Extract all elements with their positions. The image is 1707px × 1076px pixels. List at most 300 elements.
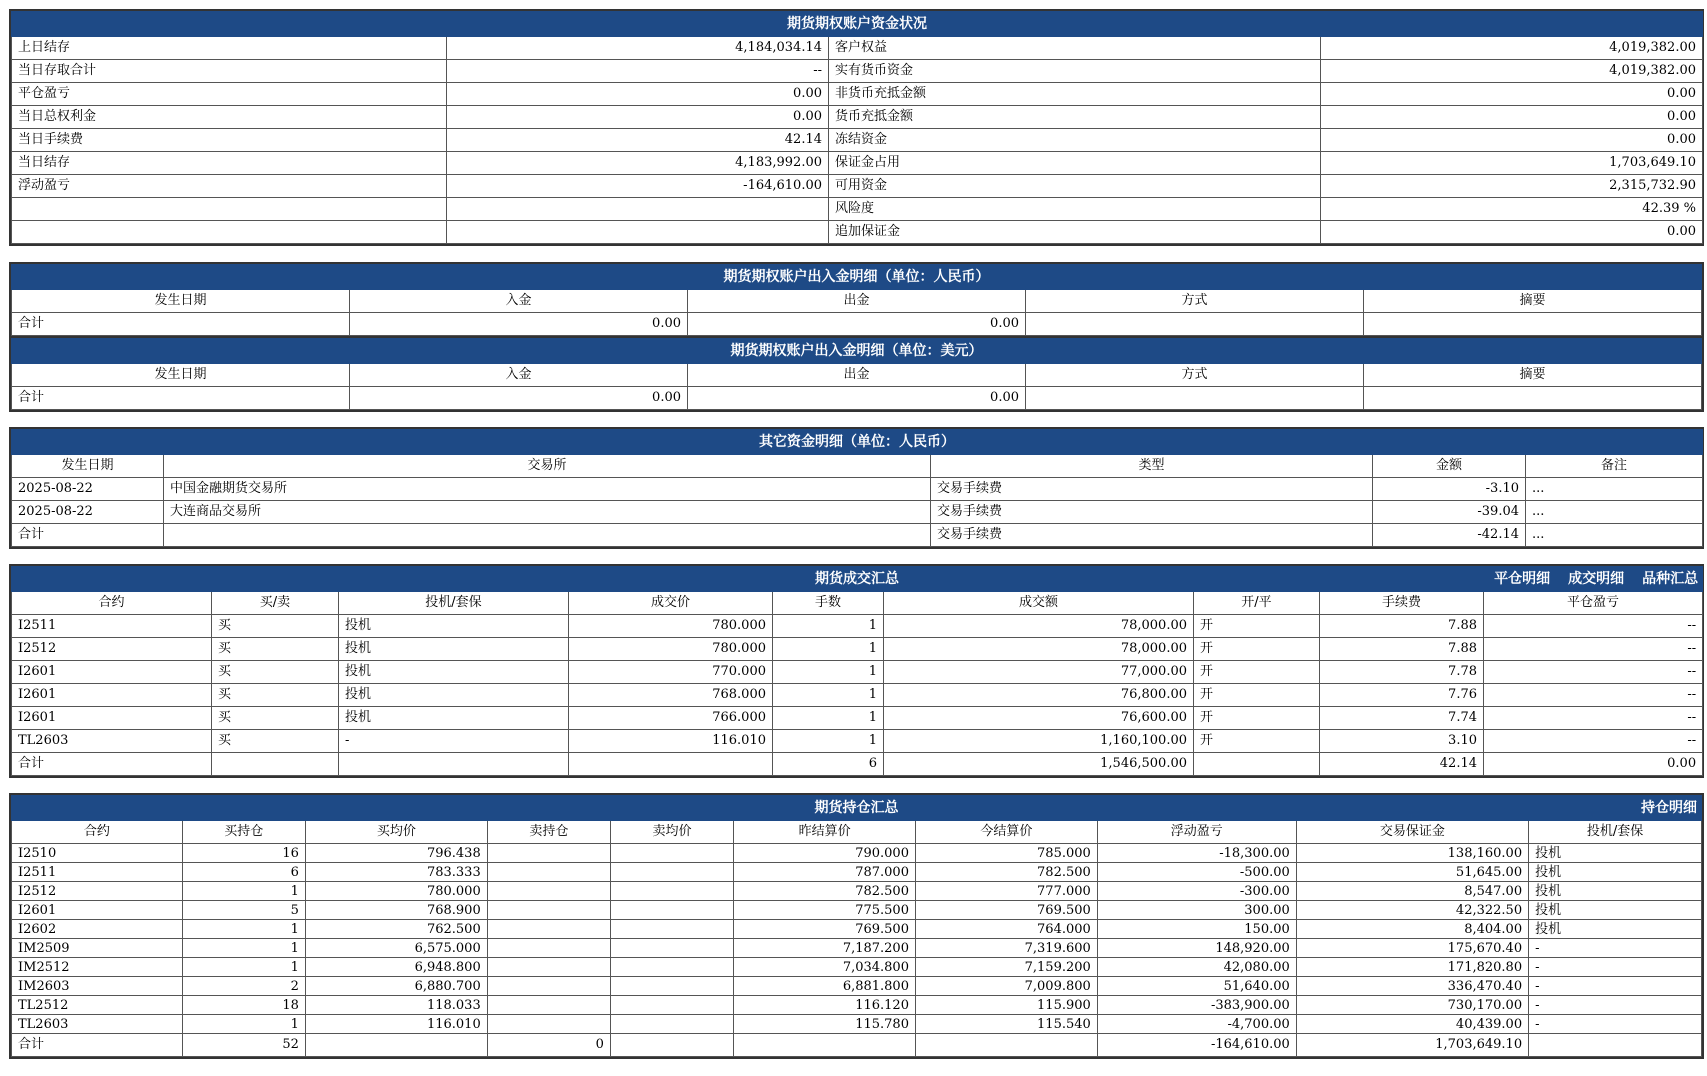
table-cell: 787.000 — [734, 863, 916, 882]
table-cell: 300.00 — [1097, 901, 1296, 920]
table-cell: 1,160,100.00 — [884, 730, 1194, 753]
header-link[interactable]: 成交明细 — [1568, 571, 1625, 587]
table-cell — [487, 844, 610, 863]
column-header: 出金 — [688, 290, 1026, 313]
table-cell: -39.04 — [1373, 501, 1526, 524]
table-cell: IM2509 — [12, 939, 183, 958]
table-cell: 2025-08-22 — [12, 501, 164, 524]
table-cell: 合计 — [12, 753, 212, 776]
table-cell: IM2603 — [12, 977, 183, 996]
table-cell: -- — [1484, 684, 1703, 707]
table-cell: 115.540 — [915, 1015, 1097, 1034]
table-cell: 1 — [773, 638, 884, 661]
trade-row — [12, 638, 1703, 661]
table-cell: 开 — [1194, 684, 1320, 707]
summary-label — [12, 221, 447, 244]
column-header: 手数 — [773, 592, 884, 615]
summary-label: 当日手续费 — [12, 129, 447, 152]
table-cell: 买 — [212, 707, 339, 730]
positions-total-row — [12, 1034, 1702, 1057]
table-cell: 6 — [182, 863, 305, 882]
table-cell: 0.00 — [1484, 753, 1703, 776]
table-cell: -3.10 — [1373, 478, 1526, 501]
table-cell: -- — [1484, 615, 1703, 638]
column-header: 买均价 — [305, 821, 487, 844]
position-row — [12, 882, 1702, 901]
table-cell: 开 — [1194, 730, 1320, 753]
column-header: 金额 — [1373, 455, 1526, 478]
table-cell: 1 — [182, 882, 305, 901]
table-cell: 78,000.00 — [884, 638, 1194, 661]
summary-value: 0.00 — [1321, 129, 1703, 152]
table-cell — [1194, 753, 1320, 776]
summary-value: 42.39 % — [1321, 198, 1703, 221]
table-cell: 7.78 — [1320, 661, 1484, 684]
summary-value: 0.00 — [1321, 106, 1703, 129]
table-cell: 交易手续费 — [931, 524, 1373, 547]
table-cell: 投机 — [1529, 920, 1702, 939]
table-cell — [915, 1034, 1097, 1057]
table-cell — [610, 958, 733, 977]
table-cell: -300.00 — [1097, 882, 1296, 901]
summary-label: 客户权益 — [829, 37, 1321, 60]
table-cell — [212, 753, 339, 776]
column-header: 买持仓 — [182, 821, 305, 844]
other-funds-section — [9, 427, 1704, 549]
table-cell: I2601 — [12, 684, 212, 707]
table-cell: 2 — [182, 977, 305, 996]
summary-row — [12, 37, 1703, 60]
usd-flow-title: 期货期权账户出入金明细（单位：美元） — [12, 339, 1702, 364]
table-cell — [610, 882, 733, 901]
table-cell: - — [1529, 958, 1702, 977]
summary-row — [12, 83, 1703, 106]
table-cell: 5 — [182, 901, 305, 920]
table-cell: ... — [1526, 524, 1703, 547]
table-cell: 7,319.600 — [915, 939, 1097, 958]
column-header: 平仓盈亏 — [1484, 592, 1703, 615]
column-header: 发生日期 — [12, 364, 350, 387]
column-header-row — [12, 592, 1703, 615]
summary-row — [12, 175, 1703, 198]
table-cell: 开 — [1194, 707, 1320, 730]
summary-label: 冻结资金 — [829, 129, 1321, 152]
table-cell: 0 — [487, 1034, 610, 1057]
summary-label: 非货币充抵金额 — [829, 83, 1321, 106]
summary-label: 货币充抵金额 — [829, 106, 1321, 129]
positions-section — [9, 793, 1704, 1059]
table-cell: 115.780 — [734, 1015, 916, 1034]
column-header: 浮动盈亏 — [1097, 821, 1296, 844]
positions-links — [1623, 798, 1697, 818]
table-cell: 336,470.40 — [1296, 977, 1528, 996]
table-cell: I2601 — [12, 661, 212, 684]
summary-value: 4,019,382.00 — [1321, 37, 1703, 60]
column-header-row — [12, 455, 1703, 478]
table-cell: I2511 — [12, 863, 183, 882]
table-cell: 开 — [1194, 661, 1320, 684]
total-in: 0.00 — [350, 313, 688, 336]
table-cell: 780.000 — [569, 638, 773, 661]
table-cell — [487, 882, 610, 901]
column-header: 开/平 — [1194, 592, 1320, 615]
summary-value: -164,610.00 — [447, 175, 829, 198]
cny-flow-title: 期货期权账户出入金明细（单位：人民币） — [12, 265, 1702, 290]
header-link[interactable]: 持仓明细 — [1641, 800, 1697, 816]
table-cell — [610, 977, 733, 996]
summary-label: 当日总权利金 — [12, 106, 447, 129]
table-cell: 40,439.00 — [1296, 1015, 1528, 1034]
table-cell: 投机 — [1529, 882, 1702, 901]
table-cell: -- — [1484, 638, 1703, 661]
column-header: 摘要 — [1364, 364, 1702, 387]
column-header: 出金 — [688, 364, 1026, 387]
table-cell: 大连商品交易所 — [164, 501, 931, 524]
table-cell: 115.900 — [915, 996, 1097, 1015]
table-cell — [487, 996, 610, 1015]
column-header: 手续费 — [1320, 592, 1484, 615]
table-cell: 769.500 — [915, 901, 1097, 920]
column-header: 投机/套保 — [339, 592, 569, 615]
table-cell: 7.88 — [1320, 638, 1484, 661]
header-link[interactable]: 品种汇总 — [1642, 571, 1699, 587]
column-header-row — [12, 290, 1702, 313]
total-label: 合计 — [12, 313, 350, 336]
table-cell: 买 — [212, 684, 339, 707]
table-cell: TL2603 — [12, 1015, 183, 1034]
table-cell: -- — [1484, 730, 1703, 753]
position-row — [12, 863, 1702, 882]
table-cell: 148,920.00 — [1097, 939, 1296, 958]
table-cell: ... — [1526, 478, 1703, 501]
table-cell: 42,322.50 — [1296, 901, 1528, 920]
table-cell: 790.000 — [734, 844, 916, 863]
summary-label — [12, 198, 447, 221]
summary-row — [12, 129, 1703, 152]
table-cell: 2025-08-22 — [12, 478, 164, 501]
table-cell: 投机 — [1529, 863, 1702, 882]
table-cell: 1 — [182, 939, 305, 958]
table-cell: - — [1529, 939, 1702, 958]
table-cell: 3.10 — [1320, 730, 1484, 753]
summary-row — [12, 221, 1703, 244]
table-cell: 116.120 — [734, 996, 916, 1015]
table-cell: 投机 — [339, 661, 569, 684]
summary-value — [447, 221, 829, 244]
table-cell: 785.000 — [915, 844, 1097, 863]
account-summary-section — [9, 9, 1704, 246]
table-cell — [610, 844, 733, 863]
other-funds-row — [12, 478, 1703, 501]
table-cell — [487, 958, 610, 977]
column-header: 入金 — [350, 290, 688, 313]
cny-flow-total-row — [12, 313, 1702, 336]
column-header: 卖均价 — [610, 821, 733, 844]
table-cell: 18 — [182, 996, 305, 1015]
table-cell: 796.438 — [305, 844, 487, 863]
position-row — [12, 920, 1702, 939]
table-cell — [487, 1015, 610, 1034]
summary-value: 0.00 — [1321, 221, 1703, 244]
table-cell: 51,645.00 — [1296, 863, 1528, 882]
table-cell: 中国金融期货交易所 — [164, 478, 931, 501]
total-out: 0.00 — [688, 313, 1026, 336]
summary-value: 4,183,992.00 — [447, 152, 829, 175]
column-header: 成交额 — [884, 592, 1194, 615]
position-row — [12, 996, 1702, 1015]
summary-value: 0.00 — [447, 106, 829, 129]
table-cell: 782.500 — [734, 882, 916, 901]
position-row — [12, 977, 1702, 996]
table-cell: 7.76 — [1320, 684, 1484, 707]
table-cell — [734, 1034, 916, 1057]
table-cell: -383,900.00 — [1097, 996, 1296, 1015]
table-cell: -- — [1484, 707, 1703, 730]
table-cell: I2602 — [12, 920, 183, 939]
table-cell: 1 — [773, 730, 884, 753]
table-cell: 42.14 — [1320, 753, 1484, 776]
column-header: 成交价 — [569, 592, 773, 615]
table-cell — [339, 753, 569, 776]
table-cell: 买 — [212, 661, 339, 684]
column-header: 交易保证金 — [1296, 821, 1528, 844]
position-row — [12, 901, 1702, 920]
table-cell: 138,160.00 — [1296, 844, 1528, 863]
summary-label: 风险度 — [829, 198, 1321, 221]
summary-label: 上日结存 — [12, 37, 447, 60]
table-cell: 8,404.00 — [1296, 920, 1528, 939]
column-header: 投机/套保 — [1529, 821, 1702, 844]
table-cell: 1 — [773, 707, 884, 730]
table-cell: 6 — [773, 753, 884, 776]
table-cell — [305, 1034, 487, 1057]
table-cell: 770.000 — [569, 661, 773, 684]
summary-row — [12, 152, 1703, 175]
table-cell: 投机 — [339, 638, 569, 661]
usd-flow-section — [9, 336, 1704, 412]
table-cell: 6,948.800 — [305, 958, 487, 977]
table-cell: 合计 — [12, 1034, 183, 1057]
table-cell: 116.010 — [305, 1015, 487, 1034]
table-cell: 投机 — [1529, 901, 1702, 920]
table-cell: 7,187.200 — [734, 939, 916, 958]
trades-total-row — [12, 753, 1703, 776]
table-cell: 投机 — [339, 707, 569, 730]
trades-links — [1476, 569, 1698, 589]
table-cell: 730,170.00 — [1296, 996, 1528, 1015]
table-cell — [610, 996, 733, 1015]
table-cell: I2601 — [12, 707, 212, 730]
summary-row — [12, 60, 1703, 83]
table-cell: 762.500 — [305, 920, 487, 939]
table-cell: 开 — [1194, 615, 1320, 638]
table-cell: -- — [1484, 661, 1703, 684]
column-header: 合约 — [12, 592, 212, 615]
position-row — [12, 958, 1702, 977]
table-cell: -4,700.00 — [1097, 1015, 1296, 1034]
trade-row — [12, 684, 1703, 707]
table-cell: 1 — [182, 920, 305, 939]
table-cell: I2512 — [12, 882, 183, 901]
column-header: 发生日期 — [12, 290, 350, 313]
table-cell: 6,880.700 — [305, 977, 487, 996]
column-header: 合约 — [12, 821, 183, 844]
table-cell: 764.000 — [915, 920, 1097, 939]
table-cell: 780.000 — [569, 615, 773, 638]
summary-value: 42.14 — [447, 129, 829, 152]
cny-flow-section — [9, 262, 1704, 338]
table-cell: - — [339, 730, 569, 753]
table-cell: 7.88 — [1320, 615, 1484, 638]
table-cell: 118.033 — [305, 996, 487, 1015]
table-cell — [164, 524, 931, 547]
table-cell: 1 — [182, 1015, 305, 1034]
table-cell: 777.000 — [915, 882, 1097, 901]
table-cell: 782.500 — [915, 863, 1097, 882]
table-cell — [610, 1034, 733, 1057]
summary-value: 0.00 — [1321, 83, 1703, 106]
column-header: 买/卖 — [212, 592, 339, 615]
table-cell — [610, 901, 733, 920]
table-cell: -18,300.00 — [1097, 844, 1296, 863]
table-cell: 768.000 — [569, 684, 773, 707]
table-cell — [610, 920, 733, 939]
summary-value: 1,703,649.10 — [1321, 152, 1703, 175]
column-header: 备注 — [1526, 455, 1703, 478]
column-header-row — [12, 364, 1702, 387]
column-header: 发生日期 — [12, 455, 164, 478]
table-cell: TL2603 — [12, 730, 212, 753]
table-cell: -500.00 — [1097, 863, 1296, 882]
total-in: 0.00 — [350, 387, 688, 410]
column-header: 方式 — [1026, 290, 1364, 313]
usd-flow-total-row — [12, 387, 1702, 410]
other-funds-row — [12, 501, 1703, 524]
summary-value — [447, 198, 829, 221]
table-cell: 1 — [773, 615, 884, 638]
table-cell — [487, 977, 610, 996]
table-cell: 42,080.00 — [1097, 958, 1296, 977]
table-cell: 76,600.00 — [884, 707, 1194, 730]
summary-value: 0.00 — [447, 83, 829, 106]
table-cell: I2601 — [12, 901, 183, 920]
table-cell: 76,800.00 — [884, 684, 1194, 707]
table-cell — [610, 1015, 733, 1034]
table-cell: 买 — [212, 615, 339, 638]
column-header: 摘要 — [1364, 290, 1702, 313]
table-cell: 6,575.000 — [305, 939, 487, 958]
account-summary-title: 期货期权账户资金状况 — [12, 12, 1703, 37]
trade-row — [12, 707, 1703, 730]
positions-title: 期货持仓汇总 — [814, 800, 899, 816]
table-cell: 783.333 — [305, 863, 487, 882]
table-cell — [569, 753, 773, 776]
summary-label: 实有货币资金 — [829, 60, 1321, 83]
table-cell: 52 — [182, 1034, 305, 1057]
table-cell: 开 — [1194, 638, 1320, 661]
trade-row — [12, 661, 1703, 684]
table-cell — [487, 901, 610, 920]
table-cell: 51,640.00 — [1097, 977, 1296, 996]
column-header: 入金 — [350, 364, 688, 387]
trades-title: 期货成交汇总 — [815, 571, 900, 587]
summary-label: 平仓盈亏 — [12, 83, 447, 106]
table-cell — [487, 863, 610, 882]
table-cell — [610, 939, 733, 958]
table-cell: 交易手续费 — [931, 501, 1373, 524]
table-cell: 1,703,649.10 — [1296, 1034, 1528, 1057]
table-cell: 16 — [182, 844, 305, 863]
table-cell: 150.00 — [1097, 920, 1296, 939]
table-cell: 买 — [212, 730, 339, 753]
table-cell: 8,547.00 — [1296, 882, 1528, 901]
table-cell: TL2512 — [12, 996, 183, 1015]
summary-label: 当日结存 — [12, 152, 447, 175]
table-cell: 7,009.800 — [915, 977, 1097, 996]
table-cell — [610, 863, 733, 882]
table-cell: 买 — [212, 638, 339, 661]
table-cell: I2510 — [12, 844, 183, 863]
other-funds-row — [12, 524, 1703, 547]
summary-row — [12, 198, 1703, 221]
summary-value: 2,315,732.90 — [1321, 175, 1703, 198]
table-cell: 780.000 — [305, 882, 487, 901]
position-row — [12, 1015, 1702, 1034]
table-cell: -164,610.00 — [1097, 1034, 1296, 1057]
header-link[interactable]: 平仓明细 — [1494, 571, 1551, 587]
table-cell: 1 — [773, 684, 884, 707]
table-cell: 7.74 — [1320, 707, 1484, 730]
table-cell: 171,820.80 — [1296, 958, 1528, 977]
table-cell — [487, 920, 610, 939]
table-cell: I2512 — [12, 638, 212, 661]
table-cell: 6,881.800 — [734, 977, 916, 996]
total-label: 合计 — [12, 387, 350, 410]
trade-row — [12, 730, 1703, 753]
column-header: 交易所 — [164, 455, 931, 478]
table-cell — [1529, 1034, 1702, 1057]
position-row — [12, 844, 1702, 863]
summary-value: -- — [447, 60, 829, 83]
column-header-row — [12, 821, 1702, 844]
table-cell: - — [1529, 1015, 1702, 1034]
column-header: 方式 — [1026, 364, 1364, 387]
table-cell: 7,159.200 — [915, 958, 1097, 977]
table-cell: 交易手续费 — [931, 478, 1373, 501]
table-cell: 766.000 — [569, 707, 773, 730]
summary-value: 4,019,382.00 — [1321, 60, 1703, 83]
trades-section — [9, 564, 1704, 778]
column-header: 类型 — [931, 455, 1373, 478]
summary-row — [12, 106, 1703, 129]
table-cell: 77,000.00 — [884, 661, 1194, 684]
table-cell: -42.14 — [1373, 524, 1526, 547]
table-cell: 175,670.40 — [1296, 939, 1528, 958]
other-funds-title: 其它资金明细（单位：人民币） — [12, 430, 1703, 455]
table-cell: ... — [1526, 501, 1703, 524]
table-cell: IM2512 — [12, 958, 183, 977]
column-header: 卖持仓 — [487, 821, 610, 844]
table-cell: - — [1529, 996, 1702, 1015]
summary-value: 4,184,034.14 — [447, 37, 829, 60]
table-cell: 1,546,500.00 — [884, 753, 1194, 776]
table-cell: 769.500 — [734, 920, 916, 939]
table-cell: 1 — [182, 958, 305, 977]
summary-label: 追加保证金 — [829, 221, 1321, 244]
table-cell: 116.010 — [569, 730, 773, 753]
summary-label: 可用资金 — [829, 175, 1321, 198]
table-cell: 合计 — [12, 524, 164, 547]
